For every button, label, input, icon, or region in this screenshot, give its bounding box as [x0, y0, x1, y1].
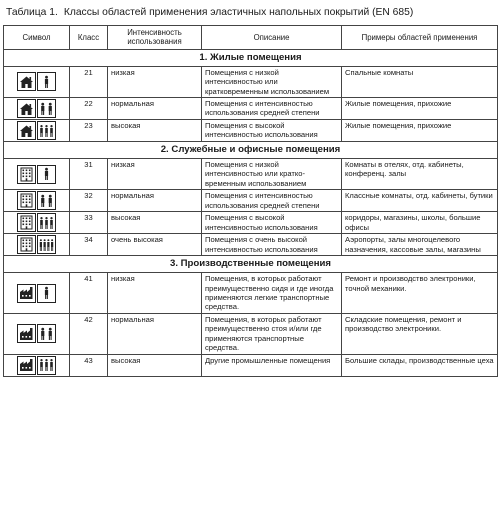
table-row [4, 273, 498, 314]
factory-icon [17, 324, 36, 343]
users-icon [37, 165, 56, 184]
symbol-cell [4, 212, 70, 234]
class-cell: 42 [70, 313, 108, 354]
description-cell: Помещения с интенсивностью использования средней степени [202, 98, 342, 120]
examples-cell: Жилые помещения, прихожие [342, 120, 498, 142]
class-cell: 41 [70, 273, 108, 314]
table-row [4, 66, 498, 97]
classification-table [3, 25, 498, 377]
header-description: Описание [202, 26, 342, 50]
users-icon [37, 99, 56, 118]
examples-cell: Аэропорты, залы многоцелевого назначения, кассовые залы, магазины [342, 234, 498, 256]
intensity-cell: нормальная [108, 190, 202, 212]
section-title: 1. Жилые помещения [4, 49, 498, 66]
header-examples: Примеры областей применения [342, 26, 498, 50]
office-building-icon [17, 165, 36, 184]
examples-cell: Жилые помещения, прихожие [342, 98, 498, 120]
users-icon [37, 72, 56, 91]
office-building-icon [17, 213, 36, 232]
examples-cell: Спальные комнаты [342, 66, 498, 97]
class-symbol [6, 324, 67, 343]
symbol-cell [4, 313, 70, 354]
house-icon [17, 72, 36, 91]
class-cell: 22 [70, 98, 108, 120]
class-symbol [6, 72, 67, 91]
examples-cell: Большие склады, производственные цеха [342, 354, 498, 376]
symbol-cell [4, 354, 70, 376]
intensity-cell: высокая [108, 212, 202, 234]
class-symbol [6, 356, 67, 375]
class-cell: 23 [70, 120, 108, 142]
class-symbol [6, 235, 67, 254]
intensity-cell: низкая [108, 273, 202, 314]
symbol-cell [4, 159, 70, 190]
examples-cell: коридоры, магазины, школы, большие офисы [342, 212, 498, 234]
description-cell: Помещения, в которых работают преимущественно сидя и где иногда применяются легкие транспортные средства. [202, 273, 342, 314]
examples-cell: Складские помещения, ремонт и производство электроники. [342, 313, 498, 354]
intensity-cell: высокая [108, 120, 202, 142]
intensity-cell: низкая [108, 159, 202, 190]
description-cell: Помещения, в которых работают преимущественно стоя и/или где применяются транспортные средства. [202, 313, 342, 354]
house-icon [17, 99, 36, 118]
section-title: 2. Служебные и офисные помещения [4, 142, 498, 159]
class-cell: 32 [70, 190, 108, 212]
intensity-cell: нормальная [108, 313, 202, 354]
section-header-row [4, 256, 498, 273]
caption-title: Классы областей применения эластичных напольных покрытий (EN 685) [63, 7, 414, 18]
section-title: 3. Производственные помещения [4, 256, 498, 273]
class-symbol [6, 191, 67, 210]
table-row [4, 354, 498, 376]
description-cell: Другие промышленные помещения [202, 354, 342, 376]
class-cell: 31 [70, 159, 108, 190]
class-symbol [6, 213, 67, 232]
class-symbol [6, 165, 67, 184]
users-icon [37, 284, 56, 303]
users-icon [37, 324, 56, 343]
examples-cell: Комнаты в отелях, отд. кабинеты, конференц. залы [342, 159, 498, 190]
class-symbol [6, 99, 67, 118]
header-intensity: Интенсивность использования [108, 26, 202, 50]
symbol-cell [4, 273, 70, 314]
table-row [4, 313, 498, 354]
description-cell: Помещения с интенсивностью использования средней степени [202, 190, 342, 212]
table-caption [6, 4, 496, 22]
class-cell: 21 [70, 66, 108, 97]
class-symbol [6, 284, 67, 303]
symbol-cell [4, 66, 70, 97]
caption-number: Таблица 1. [6, 7, 58, 18]
table-row [4, 234, 498, 256]
symbol-cell [4, 120, 70, 142]
table-row [4, 120, 498, 142]
symbol-cell [4, 98, 70, 120]
description-cell: Помещения с низкой интенсивностью или кратковременным использованием [202, 66, 342, 97]
intensity-cell: низкая [108, 66, 202, 97]
intensity-cell: нормальная [108, 98, 202, 120]
table-row [4, 98, 498, 120]
symbol-cell [4, 234, 70, 256]
examples-cell: Классные комнаты, отд. кабинеты, бутики [342, 190, 498, 212]
symbol-cell [4, 190, 70, 212]
house-icon [17, 121, 36, 140]
factory-icon [17, 356, 36, 375]
header-class: Класс [70, 26, 108, 50]
intensity-cell: высокая [108, 354, 202, 376]
section-header-row [4, 142, 498, 159]
header-row [4, 26, 498, 50]
intensity-cell: очень высокая [108, 234, 202, 256]
class-cell: 43 [70, 354, 108, 376]
table-row [4, 159, 498, 190]
users-icon [37, 121, 56, 140]
header-symbol: Символ [4, 26, 70, 50]
description-cell: Помещения с высокой интенсивностью использования [202, 120, 342, 142]
table-row [4, 212, 498, 234]
class-cell: 33 [70, 212, 108, 234]
class-symbol [6, 121, 67, 140]
users-icon [37, 235, 56, 254]
office-building-icon [17, 191, 36, 210]
table-row [4, 190, 498, 212]
users-icon [37, 191, 56, 210]
users-icon [37, 356, 56, 375]
description-cell: Помещения с низкой интенсивностью или кратко-временным использованием [202, 159, 342, 190]
section-header-row [4, 49, 498, 66]
office-building-icon [17, 235, 36, 254]
factory-icon [17, 284, 36, 303]
class-cell: 34 [70, 234, 108, 256]
description-cell: Помещения с очень высокой интенсивностью использования [202, 234, 342, 256]
users-icon [37, 213, 56, 232]
description-cell: Помещения с высокой интенсивностью использования [202, 212, 342, 234]
examples-cell: Ремонт и производство электроники, точной механики. [342, 273, 498, 314]
